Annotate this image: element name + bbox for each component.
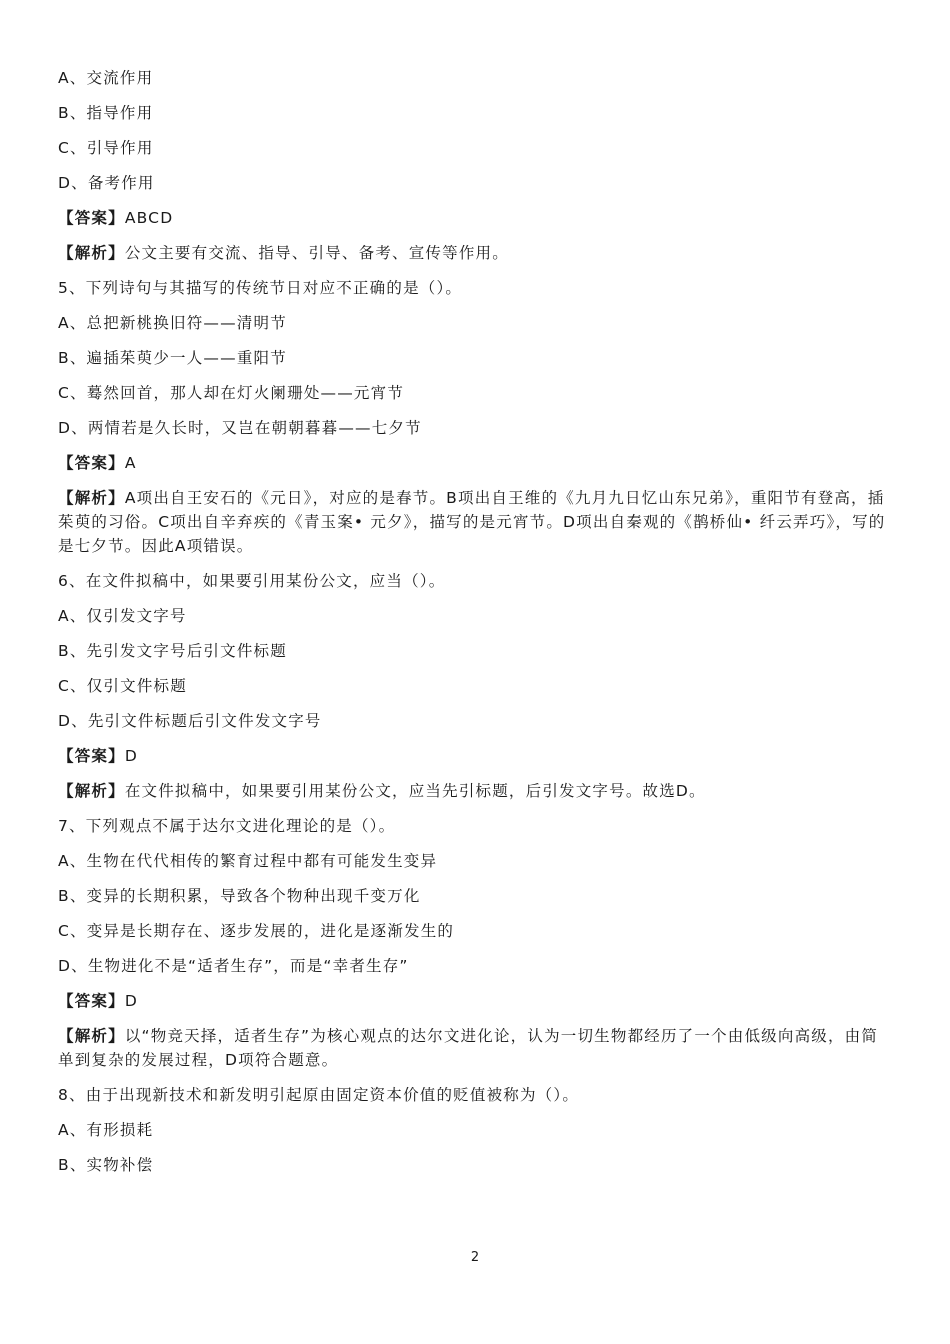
answer-text: D xyxy=(124,992,138,1010)
analysis-line xyxy=(58,1024,894,1072)
option-line: C、变异是长期存在、逐步发展的，进化是逐渐发生的 xyxy=(58,922,455,940)
answer-text: ABCD xyxy=(124,209,174,227)
analysis-text: 在文件拟稿中，如果要引用某份公文，应当先引标题，后引发文字号。故选D。 xyxy=(124,782,706,800)
answer-text: D xyxy=(124,747,138,765)
analysis-label: 【解析】 xyxy=(58,1027,125,1045)
option-line: A、有形损耗 xyxy=(58,1121,154,1139)
analysis-line xyxy=(58,486,894,558)
option-line: D、先引文件标题后引文件发文字号 xyxy=(58,712,322,730)
analysis-text: 以“物竞天择，适者生存”为核心观点的达尔文进化论，认为一切生物都经历了一个由低级向高级，由简单到复杂的发展过程，D项符合题意。 xyxy=(58,1027,879,1069)
option-line: C、仅引文件标题 xyxy=(58,677,187,695)
page-number: 2 xyxy=(470,1250,480,1265)
answer-label: 【答案】 xyxy=(58,454,125,472)
analysis-label: 【解析】 xyxy=(58,244,125,262)
option-line: D、生物进化不是“适者生存”，而是“幸者生存” xyxy=(58,957,409,975)
option-line: C、蓦然回首，那人却在灯火阑珊处——元宵节 xyxy=(58,384,405,402)
option-line: D、备考作用 xyxy=(58,174,155,192)
option-line: A、交流作用 xyxy=(58,69,154,87)
analysis-text: A项出自王安石的《元日》，对应的是春节。B项出自王维的《九月九日忆山东兄弟》，重阳节有登高，插茱萸的习俗。C项出自辛弃疾的《青玉案• 元夕》，描写的是元宵节。D项出自秦观的《鹊桥仙• 纤云弄巧》，写的是七夕节。因此A项错误。 xyxy=(58,489,886,555)
answer-text: A xyxy=(124,454,137,472)
option-line: B、指导作用 xyxy=(58,104,154,122)
option-line: C、引导作用 xyxy=(58,139,154,157)
analysis-line xyxy=(58,241,894,265)
answer-label: 【答案】 xyxy=(58,209,125,227)
analysis-label: 【解析】 xyxy=(58,782,125,800)
answer-line xyxy=(58,744,894,768)
analysis-line xyxy=(58,779,894,803)
question-line: 6、在文件拟稿中，如果要引用某份公文，应当（）。 xyxy=(58,572,446,590)
page-content xyxy=(58,66,894,1188)
option-line: B、实物补偿 xyxy=(58,1156,154,1174)
question-line: 5、下列诗句与其描写的传统节日对应不正确的是（）。 xyxy=(58,279,463,297)
question-line: 7、下列观点不属于达尔文进化理论的是（）。 xyxy=(58,817,396,835)
answer-label: 【答案】 xyxy=(58,747,125,765)
answer-label: 【答案】 xyxy=(58,992,125,1010)
option-line: B、先引发文字号后引文件标题 xyxy=(58,642,287,660)
question-line: 8、由于出现新技术和新发明引起原由固定资本价值的贬值被称为（）。 xyxy=(58,1086,580,1104)
option-line: B、变异的长期积累，导致各个物种出现千变万化 xyxy=(58,887,421,905)
option-line: A、生物在代代相传的繁育过程中都有可能发生变异 xyxy=(58,852,438,870)
option-line: A、仅引发文字号 xyxy=(58,607,187,625)
answer-line xyxy=(58,206,894,230)
analysis-label: 【解析】 xyxy=(58,489,125,507)
option-line: A、总把新桃换旧符——清明节 xyxy=(58,314,287,332)
answer-line xyxy=(58,989,894,1013)
analysis-text: 公文主要有交流、指导、引导、备考、宣传等作用。 xyxy=(124,244,509,262)
option-line: B、遍插茱萸少一人——重阳节 xyxy=(58,349,287,367)
option-line: D、两情若是久长时，又岂在朝朝暮暮——七夕节 xyxy=(58,419,422,437)
answer-line xyxy=(58,451,894,475)
